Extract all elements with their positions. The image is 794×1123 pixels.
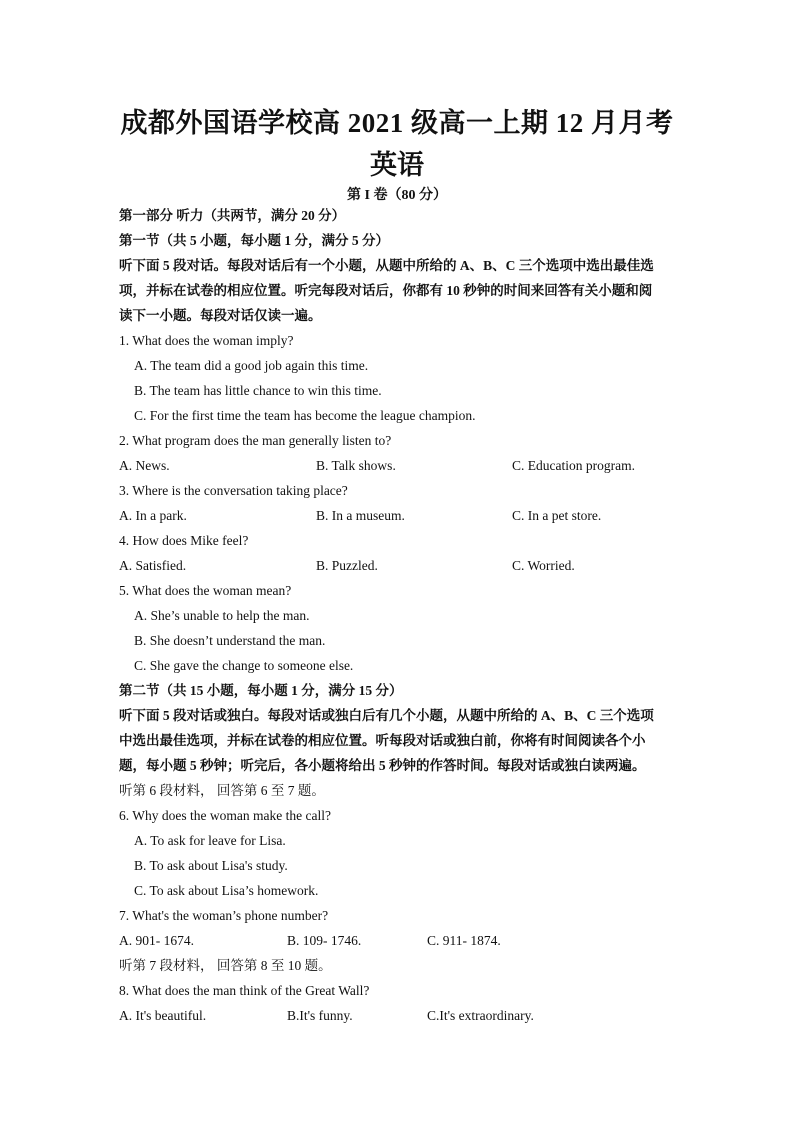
exam-title: 成都外国语学校高 2021 级高一上期 12 月月考: [120, 108, 674, 138]
option-c: C. She gave the change to someone else.: [134, 658, 354, 673]
option-c: C. To ask about Lisa’s homework.: [134, 883, 319, 898]
section1-instruction-line: 读下一小题。每段对话仅读一遍。: [119, 308, 322, 323]
option-c: C. 911- 1874.: [427, 933, 501, 948]
material-note: 听第 7 段材料， 回答第 8 至 10 题。: [119, 958, 332, 973]
section2-heading: 第二节（共 15 小题，每小题 1 分，满分 15 分）: [119, 683, 403, 698]
question-stem: 5. What does the woman mean?: [119, 583, 292, 598]
question-stem: 2. What program does the man generally listen to?: [119, 433, 392, 448]
option-b: B.It's funny.: [287, 1008, 353, 1023]
option-a: A. She’s unable to help the man.: [134, 608, 310, 623]
question-stem: 8. What does the man think of the Great Wall?: [119, 983, 370, 998]
option-b: B. 109- 1746.: [287, 933, 362, 948]
option-b: B. Talk shows.: [316, 458, 396, 473]
section2-instruction-line: 听下面 5 段对话或独白。每段对话或独白后有几个小题，从题中所给的 A、B、C 三个选项: [119, 708, 654, 723]
option-b: B. She doesn’t understand the man.: [134, 633, 326, 648]
option-a: A. In a park.: [119, 508, 187, 523]
exam-subject: 英语: [370, 150, 424, 180]
option-b: B. In a museum.: [316, 508, 405, 523]
option-c: C. In a pet store.: [512, 508, 602, 523]
question-stem: 4. How does Mike feel?: [119, 533, 249, 548]
option-c: C. For the first time the team has become the league champion.: [134, 408, 476, 423]
option-b: B. Puzzled.: [316, 558, 378, 573]
option-a: A. News.: [119, 458, 170, 473]
section2-instruction-line: 中选出最佳选项，并标在试卷的相应位置。听每段对话或独白前，你将有时间阅读各个小: [119, 733, 646, 748]
question-stem: 7. What's the woman’s phone number?: [119, 908, 329, 923]
section1-heading: 第一节（共 5 小题，每小题 1 分，满分 5 分）: [119, 233, 389, 248]
option-a: A. To ask for leave for Lisa.: [134, 833, 286, 848]
section1-instruction-line: 项，并标在试卷的相应位置。听完每段对话后，你都有 10 秒钟的时间来回答有关小题和阅: [119, 283, 653, 298]
option-a: A. It's beautiful.: [119, 1008, 207, 1023]
question-stem: 3. Where is the conversation taking place?: [119, 483, 348, 498]
option-a: A. 901- 1674.: [119, 933, 194, 948]
option-b: B. To ask about Lisa's study.: [134, 858, 288, 873]
option-a: A. Satisfied.: [119, 558, 187, 573]
part1-heading: 第一部分 听力（共两节，满分 20 分）: [119, 208, 346, 223]
option-c: C. Education program.: [512, 458, 635, 473]
volume-heading: 第 I 卷（80 分）: [347, 188, 447, 203]
section2-instruction-line: 题，每小题 5 秒钟；听完后，各小题将给出 5 秒钟的作答时间。每段对话或独白读两遍。: [119, 758, 646, 773]
question-stem: 1. What does the woman imply?: [119, 333, 294, 348]
material-note: 听第 6 段材料， 回答第 6 至 7 题。: [119, 783, 325, 798]
question-stem: 6. Why does the woman make the call?: [119, 808, 331, 823]
option-c: C.It's extraordinary.: [427, 1008, 534, 1023]
option-b: B. The team has little chance to win this time.: [134, 383, 382, 398]
section1-instruction-line: 听下面 5 段对话。每段对话后有一个小题，从题中所给的 A、B、C 三个选项中选出最佳选: [119, 258, 654, 273]
option-a: A. The team did a good job again this time.: [134, 358, 369, 373]
option-c: C. Worried.: [512, 558, 575, 573]
